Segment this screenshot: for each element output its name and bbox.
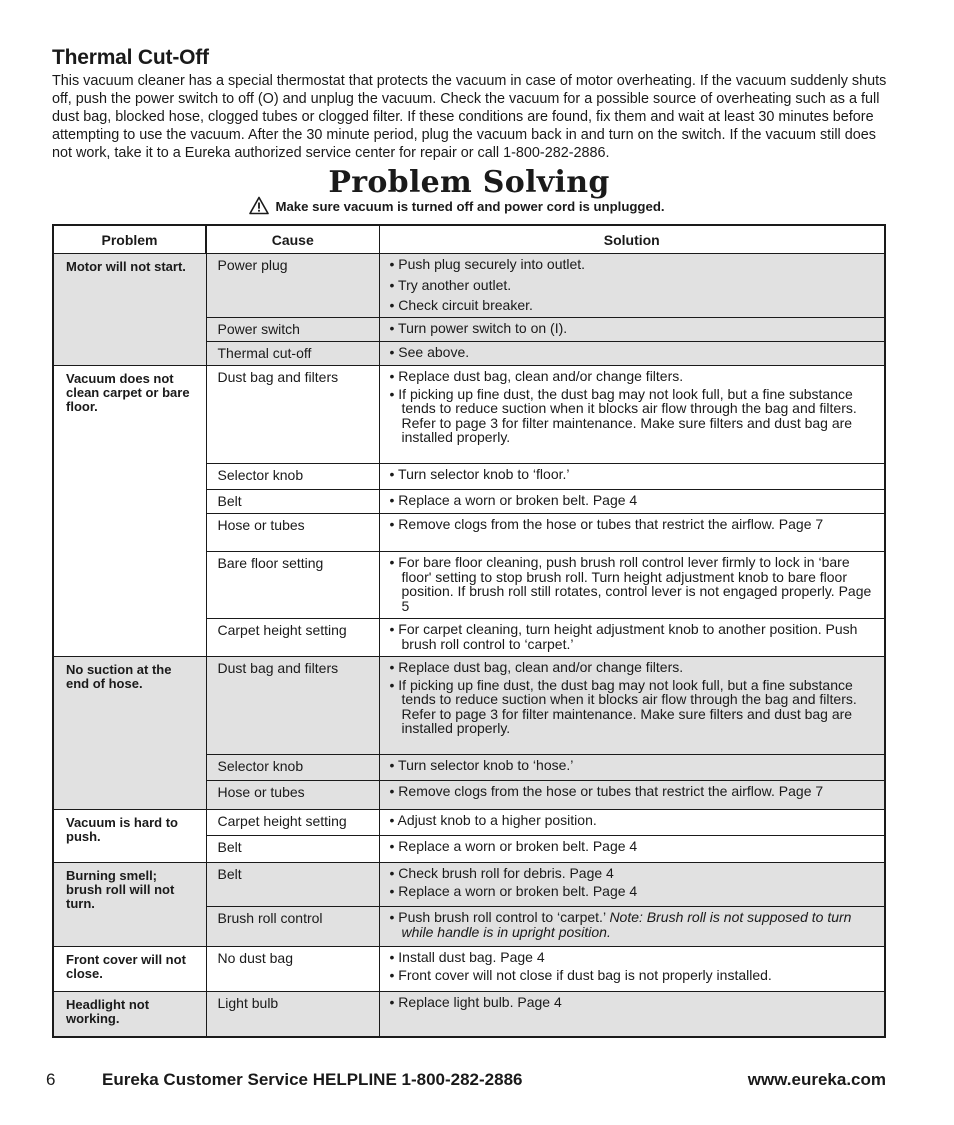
solution-text: • Turn selector knob to ‘floor.’ bbox=[389, 466, 570, 482]
solution-text: • Replace dust bag, clean and/or change filters. bbox=[389, 368, 684, 384]
solution-cell bbox=[379, 992, 885, 1037]
solution-cell bbox=[379, 781, 885, 810]
cause-cell: Selector knob bbox=[206, 464, 379, 490]
page-number: 6 bbox=[46, 1070, 56, 1089]
header-cause: Cause bbox=[206, 225, 379, 254]
solution-cell bbox=[379, 863, 885, 907]
solution-cell bbox=[379, 318, 885, 342]
solution-cell bbox=[379, 755, 885, 781]
solution-note: Note: Brush roll is not supposed to turn while handle is in upright position. bbox=[401, 909, 852, 940]
solution-item bbox=[390, 784, 877, 799]
solution-item bbox=[390, 950, 877, 965]
helpline: Eureka Customer Service HELPLINE 1-800-282-2886 bbox=[102, 1070, 523, 1089]
solution-text: • Check circuit breaker. bbox=[389, 297, 533, 313]
table-row bbox=[53, 863, 885, 907]
cause-cell: Bare floor setting bbox=[206, 552, 379, 619]
solution-cell bbox=[379, 366, 885, 464]
table-row bbox=[53, 947, 885, 992]
solution-item bbox=[390, 866, 877, 881]
problem-cell: Vacuum does not clean carpet or bare floor. bbox=[53, 366, 206, 657]
header-solution: Solution bbox=[379, 225, 885, 254]
cause-cell: Carpet height setting bbox=[206, 619, 379, 657]
solution-cell bbox=[379, 907, 885, 947]
cause-cell: Power plug bbox=[206, 254, 379, 318]
solution-text: • See above. bbox=[389, 344, 470, 360]
solution-text: • Replace a worn or broken belt. Page 4 bbox=[389, 882, 638, 899]
solution-cell bbox=[379, 810, 885, 836]
thermal-cutoff-title: Thermal Cut-Off bbox=[52, 46, 209, 69]
solution-item bbox=[390, 493, 877, 508]
problem-cell: Front cover will not close. bbox=[53, 947, 206, 992]
problem-cell: No suction at the end of hose. bbox=[53, 657, 206, 810]
solution-item bbox=[390, 298, 877, 313]
solution-text: • Replace a worn or broken belt. Page 4 bbox=[389, 492, 638, 508]
cause-cell: Hose or tubes bbox=[206, 781, 379, 810]
cause-cell: Light bulb bbox=[206, 992, 379, 1037]
solution-item bbox=[390, 910, 877, 939]
solution-item bbox=[390, 995, 877, 1010]
table-row bbox=[53, 366, 885, 464]
warning-triangle-icon bbox=[249, 196, 269, 215]
cause-cell: Thermal cut-off bbox=[206, 342, 379, 366]
solution-text: • Remove clogs from the hose or tubes that restrict the airflow. Page 7 bbox=[389, 783, 824, 799]
solution-text: • Install dust bag. Page 4 bbox=[389, 949, 545, 965]
solution-item bbox=[390, 345, 877, 360]
thermal-cutoff-body: This vacuum cleaner has a special thermostat that protects the vacuum in case of motor overheating. If the vacuum suddenly shuts off, push the power switch to off (O) and unplug the vacuum. Check the vacuum for a possible source of overheating such as a full dust bag, blocked hose, clogged tubes or clogged filter. If these conditions are found, fix them and wait at least 30 minutes before attempting to use the vacuum. After the 30 minute period, plug the vacuum back in and turn on the switch. If the vacuum still does not work, take it to a Eureka authorized service center for repair or call 1-800-282-2886. bbox=[52, 73, 887, 161]
cause-cell: Belt bbox=[206, 863, 379, 907]
solution-item bbox=[390, 968, 877, 983]
solution-item bbox=[390, 758, 877, 773]
solution-text: • Check brush roll for debris. Page 4 bbox=[389, 865, 614, 881]
solution-cell bbox=[379, 342, 885, 366]
solution-text: • Push brush roll control to ‘carpet.’ bbox=[389, 909, 606, 925]
table-row bbox=[53, 657, 885, 755]
problem-solving-title: Problem Solving bbox=[328, 165, 610, 200]
header-problem: Problem bbox=[53, 225, 206, 254]
solution-text: • If picking up fine dust, the dust bag may not look full, but a fine substance tends to reduce suction when it blocks air flow through the bag and filters. Refer to page 3 for filter maintenance. Make sure filters and dust bag are installed properly. bbox=[389, 676, 857, 736]
table-row bbox=[53, 992, 885, 1037]
solution-item bbox=[390, 555, 877, 613]
solution-text: • Turn power switch to on (I). bbox=[389, 320, 568, 336]
solution-cell bbox=[379, 836, 885, 863]
cause-cell: Hose or tubes bbox=[206, 514, 379, 552]
solution-item bbox=[390, 884, 877, 899]
solution-item bbox=[390, 467, 877, 482]
problem-solving-table bbox=[52, 224, 886, 1038]
problem-cell: Burning smell; brush roll will not turn. bbox=[53, 863, 206, 947]
solution-text: • Try another outlet. bbox=[389, 276, 512, 293]
solution-cell bbox=[379, 947, 885, 992]
solution-cell bbox=[379, 657, 885, 755]
solution-item bbox=[390, 321, 877, 336]
solution-item bbox=[390, 660, 877, 675]
solution-text: • Push plug securely into outlet. bbox=[389, 256, 586, 272]
solution-item bbox=[390, 678, 877, 736]
solution-cell bbox=[379, 254, 885, 318]
solution-text: • If picking up fine dust, the dust bag may not look full, but a fine substance tends to reduce suction when it blocks air flow through the bag and filters. Refer to page 3 for filter maintenance. Make sure filters and dust bag are installed properly. bbox=[389, 385, 857, 445]
solution-item bbox=[390, 369, 877, 384]
cause-cell: Belt bbox=[206, 836, 379, 863]
solution-item bbox=[390, 387, 877, 445]
solution-item bbox=[390, 517, 877, 532]
website: www.eureka.com bbox=[747, 1070, 886, 1089]
solution-text: • Turn selector knob to ‘hose.’ bbox=[389, 757, 574, 773]
table-row bbox=[53, 810, 885, 836]
solution-text: • For bare floor cleaning, push brush roll control lever firmly to lock in ‘bare floor' setting to stop brush roll. Turn height adjustment knob to bare floor position. If brush roll still rotates, control lever is not engaged properly. Page 5 bbox=[389, 554, 872, 614]
table-row bbox=[53, 254, 885, 318]
solution-text: • Adjust knob to a higher position. bbox=[389, 812, 597, 828]
page-footer bbox=[0, 1070, 954, 1092]
solution-text: • Front cover will not close if dust bag is not properly installed. bbox=[389, 966, 772, 983]
cause-cell: No dust bag bbox=[206, 947, 379, 992]
cause-cell: Belt bbox=[206, 490, 379, 514]
cause-cell: Dust bag and filters bbox=[206, 366, 379, 464]
cause-cell: Power switch bbox=[206, 318, 379, 342]
solution-text: • Replace dust bag, clean and/or change filters. bbox=[389, 659, 684, 675]
solution-cell bbox=[379, 490, 885, 514]
solution-cell bbox=[379, 619, 885, 657]
solution-item bbox=[390, 622, 877, 651]
problem-cell: Headlight not working. bbox=[53, 992, 206, 1037]
cause-cell: Selector knob bbox=[206, 755, 379, 781]
solution-item bbox=[390, 257, 877, 272]
solution-cell bbox=[379, 552, 885, 619]
solution-text: • Remove clogs from the hose or tubes that restrict the airflow. Page 7 bbox=[389, 516, 824, 532]
problem-cell: Vacuum is hard to push. bbox=[53, 810, 206, 863]
solution-cell bbox=[379, 514, 885, 552]
table-header-row bbox=[53, 225, 885, 254]
cause-cell: Brush roll control bbox=[206, 907, 379, 947]
solution-text: • For carpet cleaning, turn height adjustment knob to another position. Push brush roll control to ‘carpet.’ bbox=[389, 621, 858, 652]
cause-cell: Dust bag and filters bbox=[206, 657, 379, 755]
solution-item bbox=[390, 278, 877, 293]
solution-text: • Replace a worn or broken belt. Page 4 bbox=[389, 838, 638, 854]
table-body bbox=[53, 254, 885, 1037]
warning-text: Make sure vacuum is turned off and power cord is unplugged. bbox=[275, 199, 665, 214]
solution-cell bbox=[379, 464, 885, 490]
solution-item bbox=[390, 813, 877, 828]
cause-cell: Carpet height setting bbox=[206, 810, 379, 836]
solution-text: • Replace light bulb. Page 4 bbox=[389, 994, 562, 1010]
warning-line bbox=[0, 196, 914, 215]
problem-cell: Motor will not start. bbox=[53, 254, 206, 366]
solution-item bbox=[390, 839, 877, 854]
